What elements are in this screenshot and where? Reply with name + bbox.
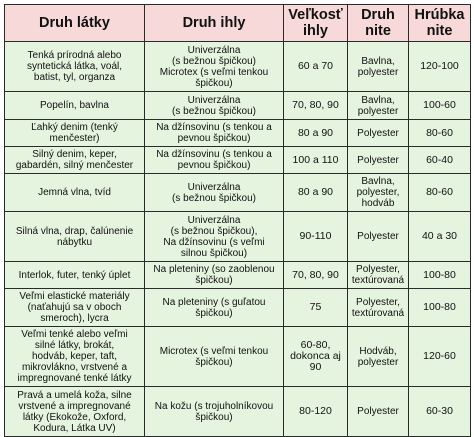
size-cell: 60-80, dokonca aj 90 [284,327,348,387]
table-row [5,262,471,289]
header-thread-thickness: Hrúbka nite [409,5,471,42]
thickness-cell: 100-60 [409,92,471,120]
size-cell: 80 a 90 [284,120,348,147]
thread-cell: Polyester [348,147,409,174]
needle-cell: Na kožu (s trojuholníkovou špičkou) [145,387,284,437]
needle-cell: Univerzálna (s bežnou špičkou) [145,174,284,212]
fabric-cell: Ľahký denim (tenký menčester) [5,120,145,147]
table-row [5,147,471,174]
header-row [5,5,471,42]
size-cell: 100 a 110 [284,147,348,174]
fabric-cell: Silná vlna, drap, čalúnenie nábytku [5,212,145,262]
table-row [5,327,471,387]
thickness-cell: 100-80 [409,289,471,327]
size-cell: 75 [284,289,348,327]
size-cell: 70, 80, 90 [284,92,348,120]
thickness-cell: 40 a 30 [409,212,471,262]
fabric-cell: Tenká prírodná alebo syntetická látka, voál, batist, tyl, organza [5,42,145,92]
table-row [5,387,471,437]
thickness-cell: 80-60 [409,174,471,212]
thread-cell: Bavlna, polyester [348,92,409,120]
fabric-cell: Veľmi tenké alebo veľmi silné látky, brokát, hodváb, keper, taft, mikrovlákno, vrstvené a impregnované tenké látky [5,327,145,387]
thread-cell: Polyester [348,120,409,147]
size-cell: 70, 80, 90 [284,262,348,289]
needle-cell: Na džínsovinu (s tenkou a pevnou špičkou) [145,120,284,147]
fabric-cell: Veľmi elastické materiály (naťahujú sa v oboch smeroch), lycra [5,289,145,327]
header-needle-type: Druh ihly [145,5,284,42]
needle-cell: Na pleteniny (s guľatou špičkou) [145,289,284,327]
needle-cell: Univerzálna (s bežnou špičkou) Microtex (s veľmi tenkou špičkou) [145,42,284,92]
table-row [5,289,471,327]
fabric-cell: Pravá a umelá koža, silne vrstvené a impregnované látky (Ekokože, Oxford, Kodura, Látka UV) [5,387,145,437]
table-row [5,174,471,212]
thread-cell: Polyester [348,212,409,262]
size-cell: 80 a 90 [284,174,348,212]
needle-cell: Microtex (s veľmi tenkou špičkou) [145,327,284,387]
needle-cell: Na pleteniny (so zaoblenou špičkou) [145,262,284,289]
header-fabric-type: Druh látky [5,5,145,42]
table-row [5,92,471,120]
fabric-cell: Interlok, futer, tenký úplet [5,262,145,289]
sewing-needle-table [4,4,471,437]
size-cell: 90-110 [284,212,348,262]
thread-cell: Polyester, textúrovaná [348,289,409,327]
table-row [5,120,471,147]
thread-cell: Polyester, textúrovaná [348,262,409,289]
size-cell: 60 a 70 [284,42,348,92]
thickness-cell: 60-30 [409,387,471,437]
needle-cell: Univerzálna (s bežnou špičkou), Na džínsovinu (s veľmi silnou špičkou) [145,212,284,262]
thickness-cell: 120-60 [409,327,471,387]
table-row [5,42,471,92]
needle-cell: Na džínsovinu (s tenkou a pevnou špičkou) [145,147,284,174]
thread-cell: Hodváb, polyester [348,327,409,387]
header-needle-size: Veľkosť ihly [284,5,348,42]
fabric-cell: Silný denim, keper, gabardén, silný menčester [5,147,145,174]
thread-cell: Bavlna, polyester [348,42,409,92]
table-row [5,212,471,262]
thread-cell: Polyester [348,387,409,437]
fabric-cell: Popelín, bavlna [5,92,145,120]
header-thread-type: Druh nite [348,5,409,42]
fabric-cell: Jemná vlna, tvíd [5,174,145,212]
thickness-cell: 100-80 [409,262,471,289]
needle-cell: Univerzálna (s bežnou špičkou) [145,92,284,120]
thickness-cell: 80-60 [409,120,471,147]
thickness-cell: 120-100 [409,42,471,92]
size-cell: 80-120 [284,387,348,437]
thread-cell: Bavlna, polyester, hodváb [348,174,409,212]
thickness-cell: 60-40 [409,147,471,174]
